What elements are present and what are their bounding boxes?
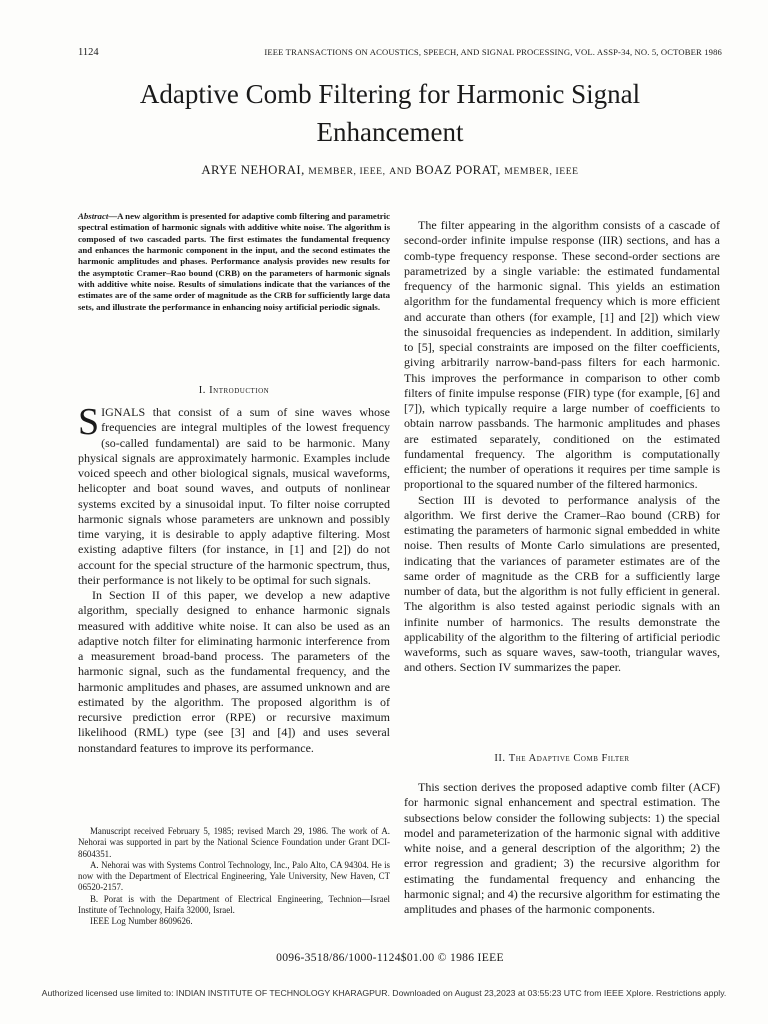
intro-paragraph-1 — [78, 401, 390, 588]
author-1-role: MEMBER, IEEE, — [308, 166, 386, 177]
copyright-line: 0096-3518/86/1000-1124$01.00 © 1986 IEEE — [276, 951, 504, 964]
footnote-porat: B. Porat is with the Department of Electrical Engineering, Technion—Israel Institute of Technology, Haifa 32000, Israel. — [78, 893, 390, 916]
footnote-log-number: IEEE Log Number 8609626. — [90, 916, 193, 927]
running-header: IEEE TRANSACTIONS ON ACOUSTICS, SPEECH, AND SIGNAL PROCESSING, VOL. ASSP-34, NO. 5, OCTOBER 1986 — [264, 47, 722, 57]
abstract-text: —A new algorithm is presented for adaptive comb filtering and parametric spectral estimation of harmonic signals with additive white noise. The algorithm is composed of two cascaded parts. The first estimates the fundamental frequency and enhances the harmonic component in the input, and the second estimates the harmonic amplitudes and phases. Performance analysis provides new results for the asymptotic Cramer–Rao bound (CRB) on the parameters of harmonic signals with additive white noise. Results of simulations indicate that the variances of the estimates are of the same order of magnitude as the CRB for sufficiently large data sets, and illustrate the performance in enhancing noisy artificial periodic signals. — [78, 211, 390, 312]
title-line-1: Adaptive Comb Filtering for Harmonic Signal — [139, 79, 641, 109]
title-line-2: Enhancement — [316, 117, 464, 147]
section-2-number: II. — [494, 753, 506, 764]
section-1-number: I. — [198, 385, 206, 396]
intro-paragraph-2: In Section II of this paper, we develop a new adaptive algorithm, specially designed to enhance harmonic signals measured with additive white noise. It can also be used as an adaptive notch filter for eliminating harmonic interference from a measurement broad-band process. The parameters of the harmonic signal, such as the fundamental frequency, and the harmonic amplitudes and phases, are assumed unknown and are estimated by the algorithm. The proposed algorithm is of recursive prediction error (RPE) or recursive maximum likelihood (RML) type (see [3] and [4]) and uses several nonstandard features to improve its performance. — [78, 588, 390, 755]
author-2-name: BOAZ PORAT, — [415, 163, 501, 177]
abstract-label: Abstract — [78, 211, 109, 221]
footnotes — [78, 826, 390, 928]
intro-paragraph-4: Section III is devoted to performance analysis of the algorithm. We first derive the Cramer–Rao bound (CRB) for estimating the parameters of harmonic signal embedded in white noise. Then results of Monte Carlo simulations are presented, indicating that the variances of parameter estimates are of the same order of magnitude as the CRB for a sufficiently large number of data, but the algorithm is not fully efficient in general. The algorithm is also tested against periodic signals with an infinite number of harmonics. The results demonstrate the applicability of the algorithm to the filtering of artificial periodic waveforms, such as square waves, saw-tooth, triangular waves, and others. Section IV summarizes the paper. — [404, 492, 720, 675]
intro-continued — [404, 218, 720, 676]
footnote-manuscript: Manuscript received February 5, 1985; revised March 29, 1986. The work of A. Nehorai was supported in part by the National Science Foundation under Grant DCI-8604351. — [78, 826, 390, 859]
footnote-nehorai: A. Nehorai was with Systems Control Technology, Inc., Palo Alto, CA 94304. He is now with the Department of Electrical Engineering, Yale University, New Haven, CT 06520-2157. — [78, 859, 390, 893]
abstract — [78, 211, 390, 313]
paper-title — [70, 75, 710, 151]
section-1-heading — [78, 385, 390, 396]
author-conjunction: AND — [389, 166, 412, 177]
drop-cap: S — [78, 401, 100, 443]
license-notice: Authorized licensed use limited to: INDIAN INSTITUTE OF TECHNOLOGY KHARAGPUR. Downloaded on August 23,2023 at 03:55:23 UTC from IEEE Xplore. Restrictions apply. — [41, 988, 727, 998]
author-line — [70, 163, 710, 178]
intro-paragraph-3: The filter appearing in the algorithm consists of a cascade of second-order infinite impulse response (IIR) sections, and has a comb-type frequency response. These second-order sections are parametrized by a single variable: the estimated fundamental frequency of the harmonic signal. This yields an estimation algorithm for the fundamental frequency which is more efficient and accurate than others (for example, [1] and [2]) which view the sinusoidal frequencies as independent. In addition, similarly to [5], special constraints are imposed on the filter coefficients, giving arbitrarily narrow-band-pass filters for each harmonic. This improves the performance in comparison to other comb filters of finite impulse response (FIR) type (for example, [6] and [7]), which typically require a large number of coefficients to obtain narrow passbands. The harmonic amplitudes and phases are estimated separately, conditioned on the estimated fundamental frequency. The algorithm is computationally efficient; the number of operations it requires per time sample is proportional to the squared number of the filtered harmonics. — [404, 218, 720, 492]
section-2-body — [404, 780, 720, 917]
author-2-role: MEMBER, IEEE — [504, 166, 579, 177]
section-2-paragraph-1: This section derives the proposed adaptive comb filter (ACF) for harmonic signal enhancement and spectral estimation. The subsections below consider the following subjects: 1) the special model and parameterization of the harmonic signal with additive white noise, and a general description of the algorithm; 2) the error regression and gradient; 3) the recursive algorithm for estimating the fundamental frequency and enhancing the harmonic signal; and 4) the recursive algorithm for estimating the amplitudes and phases of the harmonic components. — [404, 780, 720, 916]
section-1-title: Introduction — [209, 385, 270, 396]
page-number: 1124 — [78, 47, 99, 58]
intro-paragraph-1-text: IGNALS that consist of a sum of sine waves whose frequencies are integral multiples of the lowest frequency (so-called fundamental) are said to be harmonic. Many physical signals are approximately harmonic. Examples include voiced speech and other biological signals, musical waveforms, helicopter and boat sound waves, and outputs of nonlinear systems excited by a sinusoidal input. To filter noise corrupted harmonic signals whose parameters are unknown and possibly time varying, it is desirable to apply adaptive filtering. Most existing adaptive filters (for instance, in [1] and [2]) do not account for the special structure of the harmonic spectrum, thus, their performance is not likely to be optimal for such signals. — [78, 405, 390, 587]
intro-body — [78, 401, 390, 756]
section-2-title: The Adaptive Comb Filter — [508, 753, 630, 764]
author-1-name: ARYE NEHORAI, — [201, 163, 305, 177]
section-2-heading — [404, 753, 720, 764]
